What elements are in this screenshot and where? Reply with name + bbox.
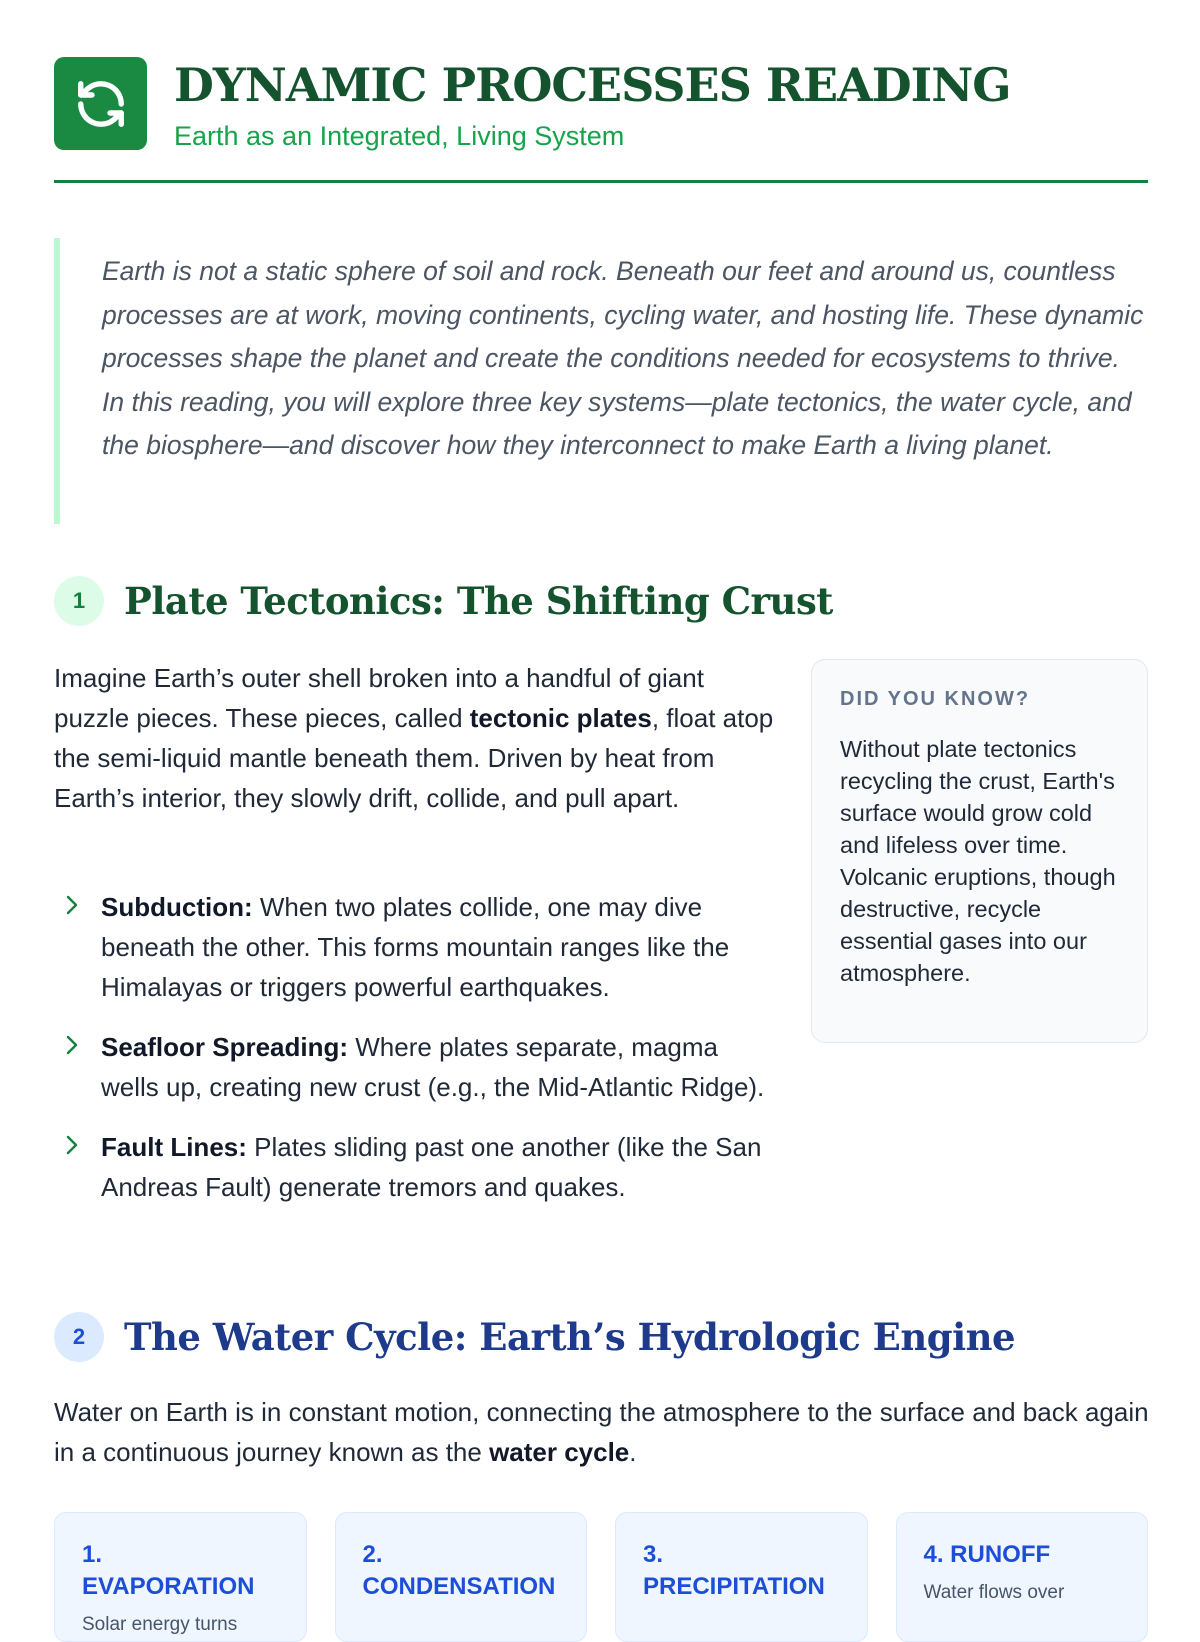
list-item-term: Seafloor Spreading:: [101, 1032, 349, 1062]
card-title: 2. CONDENSATION: [362, 1541, 556, 1600]
section-title: Plate Tectonics: The Shifting Crust: [124, 579, 833, 623]
refresh-cycle-icon: [54, 57, 147, 150]
paragraph-text: .: [629, 1437, 637, 1467]
section-2-heading: [54, 1312, 1015, 1362]
list-item-text: When two plates collide, one may dive beneath the other. This forms mountain ranges like the Himalayas or triggers powerful earthquakes.: [101, 892, 730, 1002]
section-1-heading: [54, 576, 833, 626]
callout-text: Without plate tectonics recycling the crust, Earth's surface would grow cold and lifeless over time. Volcanic eruptions, though destructive, recycle essential gases into our atmosphere.: [840, 736, 1116, 986]
intro-text: Earth is not a static sphere of soil and rock. Beneath our feet and around us, countless processes are at work, moving continents, cycling water, and hosting life. These dynamic processes shape the planet and create the conditions needed for ecosystems to thrive. In this reading, you will explore three key systems—plate tectonics, the water cycle, and the biosphere—and discover how they interconnect to make Earth a living planet.: [102, 256, 1144, 460]
card-text: Water flows over: [923, 1582, 1065, 1603]
card-title: 1. EVAPORATION: [82, 1541, 255, 1600]
section-number-badge: 1: [54, 576, 104, 626]
water-cycle-card: [615, 1512, 868, 1642]
section-title: The Water Cycle: Earth’s Hydrologic Engine: [124, 1315, 1016, 1359]
list-item-text: Where plates separate, magma wells up, creating new crust (e.g., the Mid-Atlantic Ridge).: [101, 1032, 765, 1102]
card-title: 3. PRECIPITATION: [643, 1541, 825, 1600]
section-number-badge: 2: [54, 1312, 104, 1362]
key-term: water cycle: [489, 1437, 630, 1467]
chevron-right-icon: [64, 1033, 80, 1057]
water-cycle-card: [335, 1512, 588, 1642]
key-term: tectonic plates: [469, 703, 652, 733]
page-header: [54, 57, 1148, 183]
section-2-paragraph: [54, 1392, 1154, 1472]
list-item-text: Plates sliding past one another (like the San Andreas Fault) generate tremors and quakes.: [101, 1132, 762, 1202]
card-text: Solar energy turns: [82, 1614, 238, 1635]
page-title: DYNAMIC PROCESSES READING: [174, 58, 1011, 112]
list-item-term: Subduction:: [101, 892, 253, 922]
page-subtitle: Earth as an Integrated, Living System: [174, 121, 625, 151]
tectonics-list: [54, 887, 774, 1227]
water-cycle-card: [54, 1512, 307, 1642]
water-cycle-card: [896, 1512, 1149, 1642]
intro-blockquote: [54, 238, 1148, 524]
list-item: [54, 1127, 774, 1207]
paragraph-text: Imagine Earth’s outer shell broken into a handful of giant puzzle pieces. These pieces, called: [54, 663, 704, 733]
list-item: [54, 887, 774, 1007]
paragraph-text: , float atop the semi-liquid mantle beneath them. Driven by heat from Earth’s interior, they slowly drift, collide, and pull apart.: [54, 703, 774, 813]
did-you-know-callout: [811, 659, 1148, 1043]
paragraph-text: Water on Earth is in constant motion, connecting the atmosphere to the surface and back again in a continuous journey known as the: [54, 1397, 1149, 1467]
chevron-right-icon: [64, 893, 80, 917]
water-cycle-cards: [54, 1512, 1148, 1642]
chevron-right-icon: [64, 1133, 80, 1157]
callout-title: DID YOU KNOW?: [840, 688, 1031, 710]
section-1-paragraph: [54, 658, 774, 818]
list-item-term: Fault Lines:: [101, 1132, 247, 1162]
card-title: 4. RUNOFF: [923, 1541, 1051, 1568]
list-item: [54, 1027, 774, 1107]
